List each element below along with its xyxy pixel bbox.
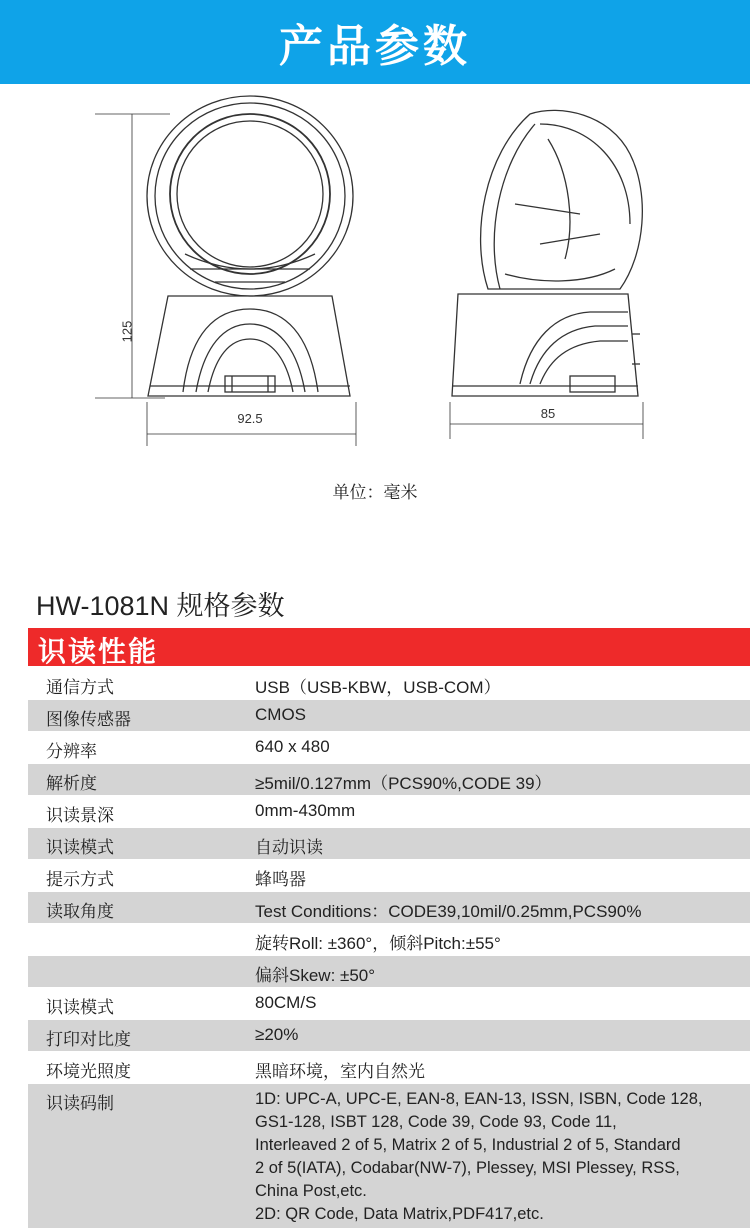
spec-value: 偏斜Skew: ±50° xyxy=(255,966,376,985)
spec-row xyxy=(28,700,750,732)
spec-value: 80CM/S xyxy=(255,993,317,1012)
symbologies-list xyxy=(255,1088,743,1226)
spec-row xyxy=(28,668,750,700)
spec-value: Test Conditions：CODE39,10mil/0.25mm,PCS90% xyxy=(255,902,642,921)
spec-row xyxy=(28,860,750,892)
spec-label: 识读码制 xyxy=(46,1094,114,1114)
spec-value: ≥5mil/0.127mm（PCS90%,CODE 39） xyxy=(255,774,552,793)
spec-value: 640 x 480 xyxy=(255,737,330,756)
spec-value: CMOS xyxy=(255,705,306,724)
symbology-line: GS1-128, ISBT 128, Code 39, Code 93, Code 11, xyxy=(255,1113,617,1131)
spec-value: 自动识读 xyxy=(255,838,323,857)
height-dimension-label: 125 xyxy=(119,320,135,343)
spec-row xyxy=(28,828,750,860)
symbology-line: China Post,etc. xyxy=(255,1182,367,1200)
spec-label: 识读景深 xyxy=(46,806,114,826)
spec-value: 黑暗环境，室内自然光 xyxy=(255,1062,425,1081)
spec-row xyxy=(28,764,750,796)
spec-label: 识读模式 xyxy=(46,998,114,1018)
spec-label: 提示方式 xyxy=(46,870,114,890)
spec-value: 蜂鸣器 xyxy=(255,870,306,889)
spec-table xyxy=(28,668,750,1229)
spec-row xyxy=(28,956,750,988)
symbology-line: 2D: QR Code, Data Matrix,PDF417,etc. xyxy=(255,1205,544,1223)
spec-row xyxy=(28,988,750,1020)
spec-value: ≥20% xyxy=(255,1025,299,1044)
spec-row xyxy=(28,1052,750,1084)
spec-title: HW-1081N 规格参数 xyxy=(36,591,285,621)
front-width-dimension-label: 92.5 xyxy=(237,411,263,426)
symbology-line: 2 of 5(IATA), Codabar(NW-7), Plessey, MSI Plessey, RSS, xyxy=(255,1159,680,1177)
spec-label: 分辨率 xyxy=(46,742,97,762)
spec-label: 解析度 xyxy=(46,774,97,794)
spec-row xyxy=(28,924,750,956)
spec-value: USB（USB-KBW，USB-COM） xyxy=(255,678,501,697)
scanner-outline-drawing xyxy=(0,84,750,524)
unit-label: 单位：毫米 xyxy=(332,483,418,503)
symbology-line: Interleaved 2 of 5, Matrix 2 of 5, Industrial 2 of 5, Standard xyxy=(255,1136,681,1154)
side-width-dimension-label: 85 xyxy=(540,406,556,421)
spec-label: 通信方式 xyxy=(46,678,114,698)
spec-row xyxy=(28,796,750,828)
spec-row-symbologies xyxy=(28,1084,750,1229)
spec-label: 打印对比度 xyxy=(46,1030,131,1050)
spec-label: 环境光照度 xyxy=(46,1062,131,1082)
spec-value: 旋转Roll: ±360°，倾斜Pitch:±55° xyxy=(255,934,501,953)
spec-row xyxy=(28,892,750,924)
dimension-drawing xyxy=(0,84,750,524)
section-header xyxy=(28,628,750,666)
spec-row xyxy=(28,732,750,764)
symbology-line: 1D: UPC-A, UPC-E, EAN-8, EAN-13, ISSN, ISBN, Code 128, xyxy=(255,1090,703,1108)
spec-label: 识读模式 xyxy=(46,838,114,858)
spec-value: 0mm-430mm xyxy=(255,801,356,820)
spec-label: 图像传感器 xyxy=(46,710,131,730)
page-title: 产品参数 xyxy=(279,21,471,72)
spec-label: 读取角度 xyxy=(46,902,114,922)
header-banner xyxy=(0,0,750,84)
section-title: 识读性能 xyxy=(38,635,159,668)
spec-row xyxy=(28,1020,750,1052)
